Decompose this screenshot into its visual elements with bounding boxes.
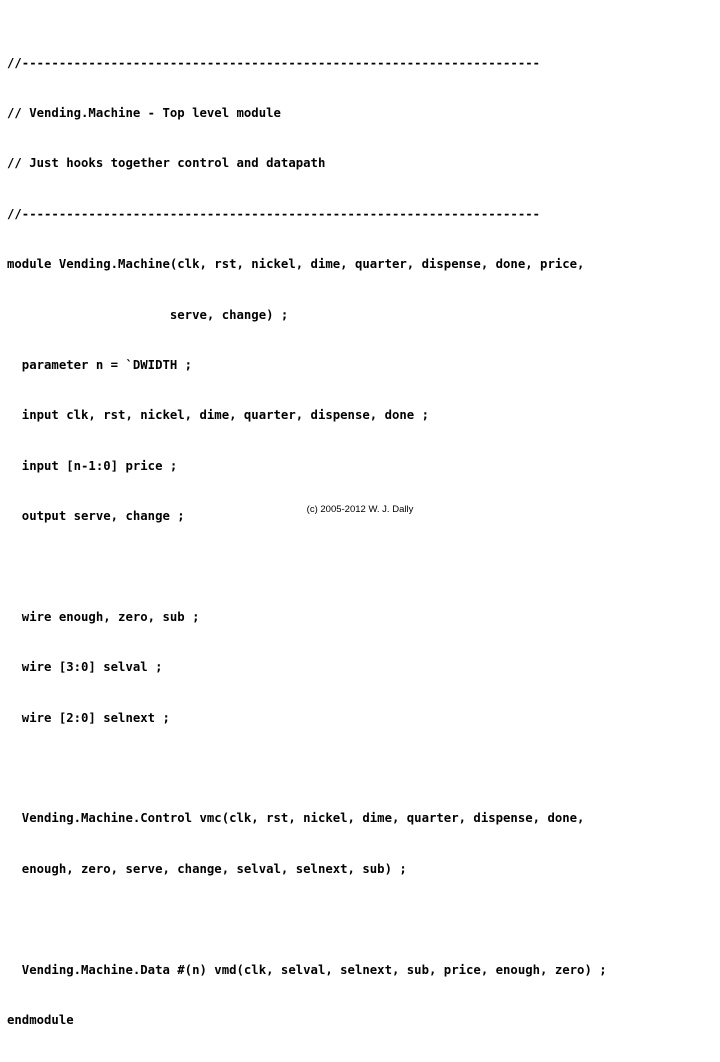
verilog-code-block: [7, 21, 607, 1062]
code-line: output serve, change ;: [7, 509, 185, 524]
code-line: enough, zero, serve, change, selval, selnext, sub) ;: [7, 861, 407, 876]
code-line: wire [3:0] selval ;: [7, 660, 163, 675]
code-line: // Just hooks together control and datapath: [7, 156, 326, 171]
code-line: [7, 760, 607, 777]
code-line: wire enough, zero, sub ;: [7, 609, 200, 624]
code-line: // Vending.Machine - Top level module: [7, 105, 281, 120]
code-line: [7, 559, 607, 576]
code-line: [7, 911, 607, 928]
code-line: wire [2:0] selnext ;: [7, 710, 170, 725]
code-line: //----------------------------------------------------------------------: [7, 206, 541, 221]
code-line: module Vending.Machine(clk, rst, nickel, dime, quarter, dispense, done, price,: [7, 257, 585, 272]
code-line: input clk, rst, nickel, dime, quarter, dispense, done ;: [7, 408, 429, 423]
code-line: Vending.Machine.Control vmc(clk, rst, nickel, dime, quarter, dispense, done,: [7, 811, 585, 826]
code-line: endmodule: [7, 1013, 74, 1028]
code-line: Vending.Machine.Data #(n) vmd(clk, selval, selnext, sub, price, enough, zero) ;: [7, 962, 607, 977]
copyright-footer: (c) 2005-2012 W. J. Dally: [306, 504, 414, 515]
code-line: serve, change) ;: [7, 307, 289, 322]
code-line: parameter n = `DWIDTH ;: [7, 357, 193, 372]
code-line: input [n-1:0] price ;: [7, 458, 178, 473]
code-line: //----------------------------------------------------------------------: [7, 55, 541, 70]
